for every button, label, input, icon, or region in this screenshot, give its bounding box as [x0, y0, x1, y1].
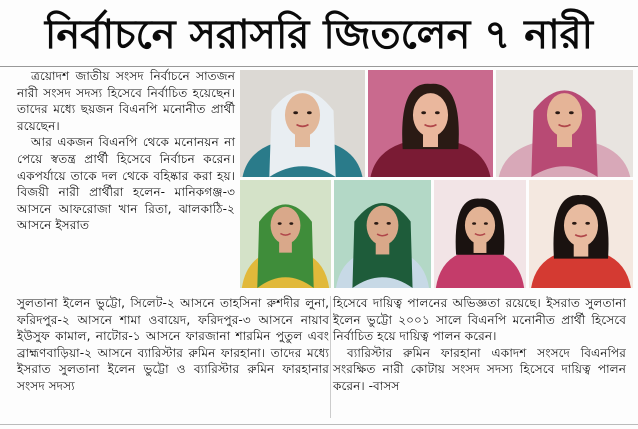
portrait-eye: [569, 111, 574, 114]
article-paragraph: হিসেবে দায়িত্ব পালনের অভিজ্ঞতা রয়েছে। ইসরাত সুলতানা ইলেন ভুট্টো ২০০১ সালে বিএনপি মনোনীত প্রার্থী হিসেবে নির্বাচিত হয়ে দায়িত্ব পালন করেন।: [333, 296, 626, 344]
portrait-face: [271, 207, 301, 244]
portrait-eye: [278, 222, 282, 225]
portrait-image: [240, 180, 331, 288]
headline-rule: [0, 66, 638, 67]
article-bottom-column: [17, 295, 329, 395]
article-paragraph: সুলতানা ইলেন ভুট্টো, সিলেট-২ আসনে তাহসিনা রুশদীর লুনা, ফরিদপুর-২ আসনে শামা ওবায়েদ, ফরিদপুর-৩ আসনে নায়াব ইউসুফ কামাল, নাটোর-১ আসনে ফারজানা শারমিন পুতুল এবং ব্রাহ্মণবাড়িয়া-২ আসনে ব্যারিস্টার রুমিন ফারহানা। তাদের মধ্যে ইসরাত সুলতানা ইলেন ভুট্টো ও ব্যারিস্টার রুমিন ফারহানার সংসদ সদস্য: [17, 296, 329, 393]
portrait-eye: [421, 111, 426, 114]
portrait-icon: [434, 180, 526, 288]
portrait-face: [465, 207, 495, 245]
portrait-image: [496, 70, 633, 177]
portrait-eye: [387, 222, 391, 225]
bottom-rule: [0, 424, 638, 425]
portrait-image: [240, 70, 365, 177]
portrait-eye: [484, 222, 488, 225]
column-divider: [330, 296, 331, 418]
portrait-face: [285, 93, 320, 137]
portrait-eye: [572, 222, 577, 225]
article-paragraph: ত্রয়োদশ জাতীয় সংসদ নির্বাচনে সাতজন নারী সংসদ সদস্য হিসেবে নির্বাচিত হয়েছেন। তাদের মধ্যে ছয়জন বিএনপি মনোনীত প্রার্থী রয়েছেন।: [17, 69, 235, 133]
portrait-icon: [496, 70, 633, 177]
portrait-face: [564, 204, 598, 246]
portrait-eye: [374, 222, 378, 225]
portrait-icon: [240, 180, 331, 288]
portrait-eye: [289, 222, 293, 225]
article-paragraph: ব্যারিস্টার রুমিন ফারহানা একাদশ সংসদে বিএনপির সংরক্ষিত নারী কোটায় সংসদ সদস্য হিসেবে দায়িত্ব পালন করেন। -বাসস: [333, 345, 626, 393]
portrait-icon: [529, 180, 633, 288]
portrait-face: [547, 93, 582, 137]
portrait-image: [434, 180, 526, 288]
portrait-face: [413, 93, 448, 137]
portrait-icon: [334, 180, 431, 288]
portrait-eye: [555, 111, 560, 114]
portrait-face: [367, 206, 399, 246]
portrait-image: [529, 180, 633, 288]
article-paragraph: আর একজন বিএনপি থেকে মনোনয়ন না পেয়ে স্বতন্ত্র প্রার্থী হিসেবে নির্বাচন করেন। একপর্যায়ে তাকে দল থেকে বহিষ্কার করা হয়। বিজয়ী নারী প্রার্থীরা হলেন- মানিকগঞ্জ-৩ আসনে আফরোজা খান রিতা, ঝালকাঠি-২ আসনে ইসরাত: [17, 135, 235, 233]
candidate-photos: [240, 70, 633, 288]
portrait-eye: [307, 111, 312, 114]
portrait-eye: [472, 222, 476, 225]
article-right-column: [333, 295, 626, 395]
portrait-icon: [240, 70, 365, 177]
portrait-icon: [368, 70, 493, 177]
portrait-image: [334, 180, 431, 288]
portrait-eye: [293, 111, 298, 114]
portrait-eye: [585, 222, 590, 225]
article-left-column: [17, 68, 235, 234]
headline: নির্বাচনে সরাসরি জিতলেন ৭ নারী: [44, 12, 594, 58]
portrait-eye: [435, 111, 440, 114]
portrait-image: [368, 70, 493, 177]
